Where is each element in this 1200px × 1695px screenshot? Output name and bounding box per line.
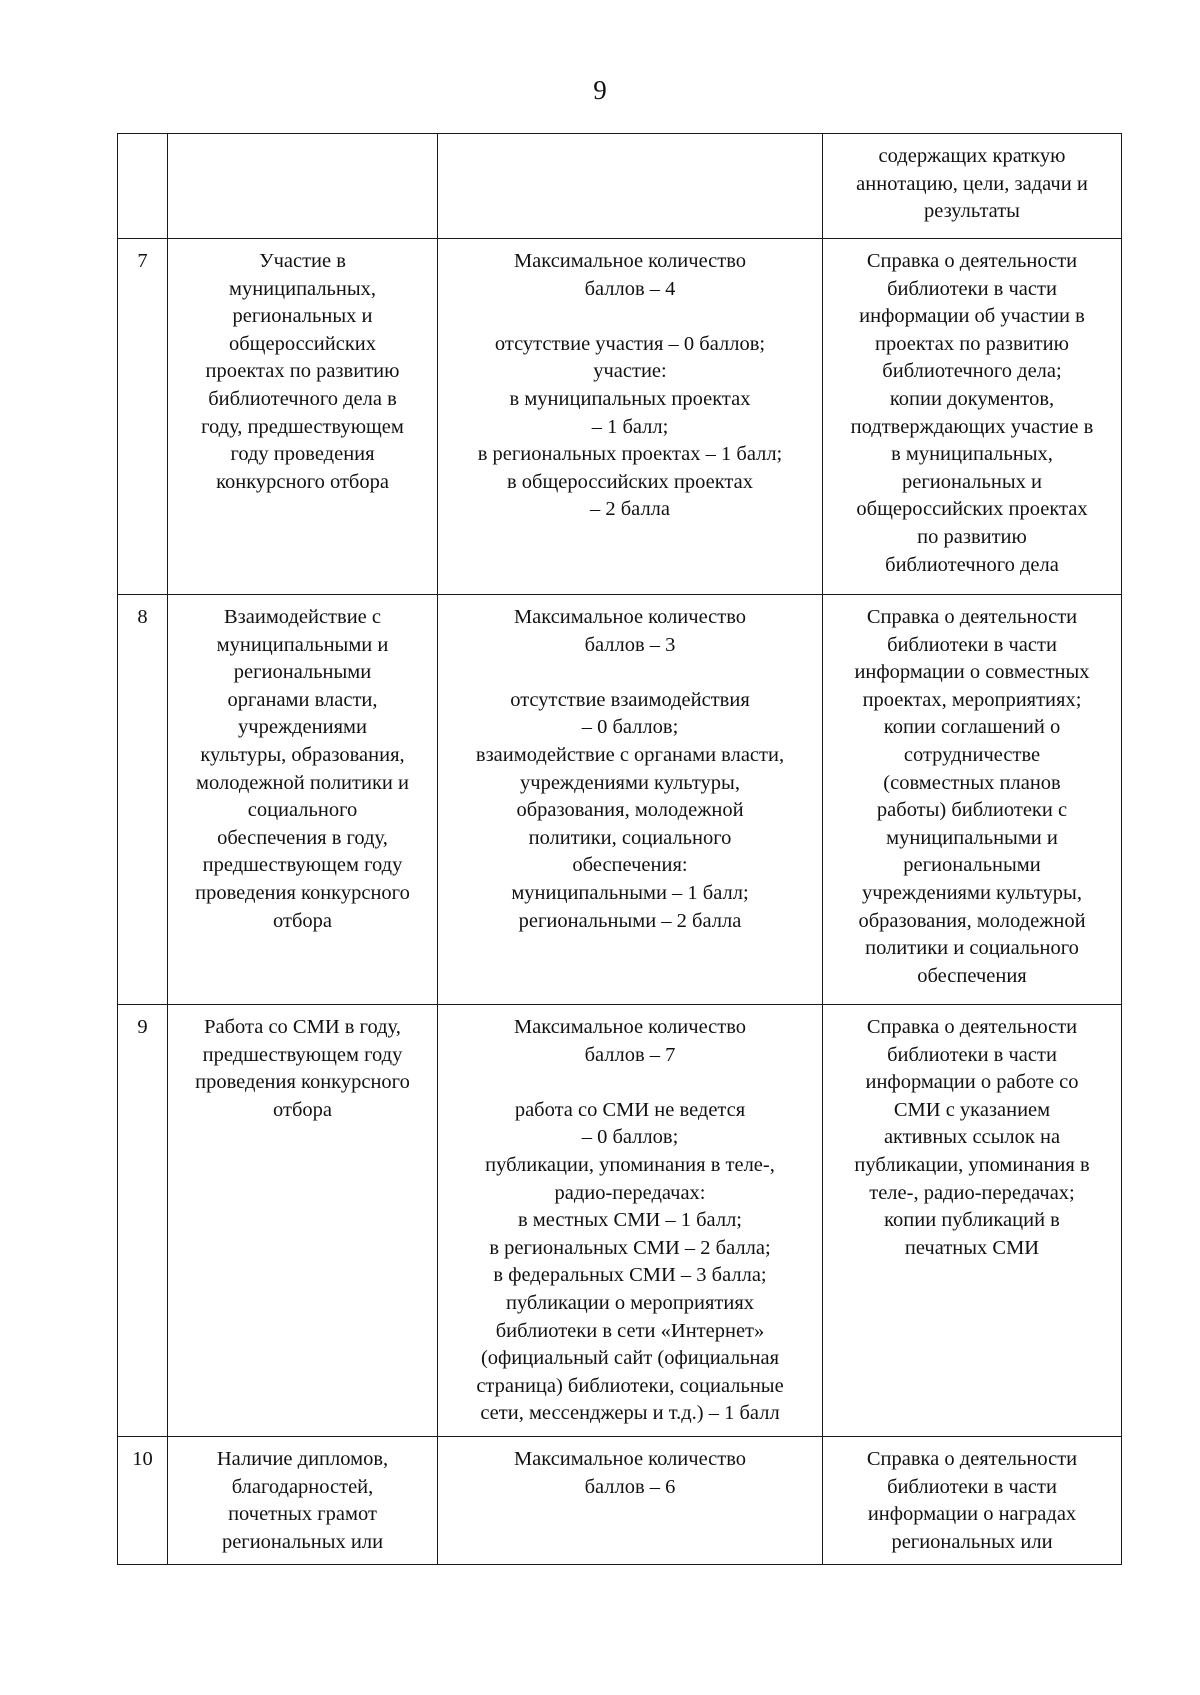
cell-text-line: копии документов, [889,387,1055,410]
cell-text-line: радио-передачах: [554,1181,706,1204]
documents-cell [823,1005,1122,1437]
cell-text-line: теле-, радио-передачах; [869,1181,1075,1204]
cell-text-line: работа со СМИ не ведется [514,1098,746,1121]
cell-text-line: отбора [273,1098,332,1121]
row-number: 8 [137,606,148,628]
cell-text-line: Максимальное количество [513,606,747,628]
cell-text-line: политики, социального [528,826,732,849]
cell-text-line: баллов – 3 [584,633,676,656]
cell-text-line: СМИ с указанием [893,1098,1051,1121]
cell-text-line: активных ссылок на [883,1126,1061,1149]
cell-text-line: копии публикаций в [884,1209,1060,1232]
cell-text-line: в местных СМИ – 1 балл; [517,1209,742,1232]
paragraph-gap [444,303,816,331]
scoring-cell [438,134,823,239]
cell-text-line: году, предшествующем [201,415,404,438]
cell-text-line: образования, молодежной [516,799,744,822]
row-number-cell [118,239,168,595]
cell-text-line: информации о совместных [854,661,1090,684]
cell-text-line: обеспечения: [572,854,688,877]
cell-text-line: Участие в [259,250,346,272]
cell-text-line: страница) библиотеки, социальные [476,1374,784,1397]
cell-text-line: политики и социального [865,937,1079,960]
cell-text-line: в региональных проектах – 1 балл; [477,443,783,466]
cell-text-line: (совместных планов [883,771,1061,794]
cell-text-line: региональными [903,854,1041,877]
criterion-cell [168,1436,438,1564]
cell-text-line: проведения конкурсного [195,881,410,904]
cell-text-line: в региональных СМИ – 2 балла; [489,1236,771,1259]
cell-text-line: библиотеки в части [887,1475,1057,1498]
cell-text-line: баллов – 7 [584,1043,676,1066]
row-number-cell [118,1436,168,1564]
cell-text-line: муниципальными и [886,826,1058,849]
cell-text-line: образования, молодежной [858,909,1086,932]
cell-text-line: в муниципальных, [891,443,1053,466]
cell-text-line: муниципальными – 1 балл; [511,881,749,904]
cell-text-line: молодежной политики и [196,771,409,794]
criterion-cell [168,595,438,1005]
table-row [118,1436,1122,1564]
cell-text-line: по развитию [917,525,1027,548]
row-number-cell [118,595,168,1005]
cell-text-line: публикации, упоминания в [854,1153,1090,1176]
table-row [118,1005,1122,1437]
cell-text-line: благодарностей, [231,1475,374,1498]
criterion-cell [168,134,438,239]
cell-text-line: копии соглашений о [883,716,1061,739]
cell-text-line: баллов – 6 [584,1475,676,1498]
cell-text-line: библиотечного дела; [882,360,1062,383]
cell-text-line: баллов – 4 [584,277,676,300]
cell-text-line: органами власти, [227,688,378,711]
cell-text-line: результаты [924,200,1020,223]
cell-text-line: библиотечного дела в [208,387,397,410]
cell-text-line: муниципальных, [228,277,377,300]
cell-text-line: библиотеки в части [887,277,1057,300]
cell-text-line: предшествующем году [202,854,403,877]
cell-text-line: библиотеки в сети «Интернет» [495,1319,765,1342]
cell-text-line: Максимальное количество [513,250,747,272]
cell-text-line: содержащих краткую [878,145,1066,167]
table-row [118,239,1122,595]
scoring-cell [438,1436,823,1564]
cell-text-line: сети, мессенджеры и т.д.) – 1 балл [480,1402,780,1425]
cell-text-line: Максимальное количество [513,1016,747,1038]
criteria-table [117,133,1122,1565]
cell-text-line: отсутствие участия – 0 баллов; [494,332,766,355]
cell-text-line: – 0 баллов; [581,1126,679,1149]
cell-text-line: отбора [273,909,332,932]
cell-text-line: информации о наградах [867,1503,1077,1526]
cell-text-line: проектах по развитию [875,332,1069,355]
cell-text-line: Наличие дипломов, [216,1447,389,1470]
cell-text-line: (официальный сайт (официальная [480,1347,780,1370]
scoring-cell [438,595,823,1005]
cell-text-line: – 1 балл; [591,415,669,438]
cell-text-line: Взаимодействие с [223,606,381,628]
row-number: 7 [137,250,148,272]
cell-text-line: – 2 балла [589,498,671,521]
cell-text-line: публикации, упоминания в теле-, [485,1153,775,1176]
row-number-cell [118,134,168,239]
cell-text-line: году проведения [230,443,375,466]
cell-text-line: участие: [593,360,667,383]
table-row [118,595,1122,1005]
cell-text-line: общероссийских проектах [856,498,1088,521]
cell-text-line: Работа со СМИ в году, [204,1016,401,1038]
documents-cell [823,239,1122,595]
cell-text-line: Максимальное количество [513,1447,747,1470]
criteria-table-body [118,134,1122,1565]
cell-text-line: учреждениями культуры, [520,771,740,794]
page-number: 9 [593,75,607,105]
cell-text-line: обеспечения в году, [217,826,388,849]
cell-text-line: проектах по развитию [205,360,400,383]
scoring-cell [438,239,823,595]
cell-text-line: региональных и [902,470,1042,493]
cell-text-line: публикации о мероприятиях [505,1291,755,1314]
cell-text-line: общероссийских [229,332,376,355]
cell-text-line: региональными [233,661,372,684]
cell-text-line: региональных или [891,1530,1053,1553]
row-number: 9 [137,1016,148,1038]
row-number: 10 [132,1447,153,1470]
cell-text-line: учреждениями культуры, [862,881,1082,904]
documents-cell [823,1436,1122,1564]
cell-text-line: обеспечения [917,964,1027,987]
cell-text-line: библиотеки в части [887,1043,1057,1066]
cell-text-line: Справка о деятельности [866,1447,1078,1470]
paragraph-gap [444,1069,816,1097]
cell-text-line: региональных или [221,1530,384,1553]
cell-text-line: Справка о деятельности [866,250,1078,272]
cell-text-line: подтверждающих участие в [850,415,1094,438]
cell-text-line: Справка о деятельности [866,1016,1078,1038]
cell-text-line: библиотеки в части [887,633,1057,656]
paragraph-gap [444,659,816,687]
cell-text-line: проектах, мероприятиях; [862,688,1082,711]
cell-text-line: предшествующем году [202,1043,403,1066]
cell-text-line: проведения конкурсного [195,1071,410,1094]
cell-text-line: информации об участии в [859,305,1085,328]
cell-text-line: социального [247,799,358,822]
cell-text-line: – 0 баллов; [581,716,679,739]
cell-text-line: отсутствие взаимодействия [510,688,750,711]
cell-text-line: региональных и [232,305,373,328]
cell-text-line: культуры, образования, [200,743,405,766]
scoring-cell [438,1005,823,1437]
criterion-cell [168,239,438,595]
cell-text-line: почетных грамот [228,1503,377,1526]
cell-text-line: работы) библиотеки с [876,799,1068,822]
cell-text-line: в общероссийских проектах [507,470,753,493]
cell-text-line: информации о работе со [865,1071,1079,1094]
criterion-cell [168,1005,438,1437]
cell-text-line: региональными – 2 балла [518,909,742,932]
row-number-cell [118,1005,168,1437]
cell-text-line: печатных СМИ [904,1236,1040,1259]
cell-text-line: конкурсного отбора [216,470,389,493]
cell-text-line: Справка о деятельности [866,606,1078,628]
cell-text-line: сотрудничестве [903,743,1041,766]
cell-text-line: аннотацию, цели, задачи и [856,172,1088,195]
cell-text-line: библиотечного дела [885,553,1059,576]
documents-cell [823,595,1122,1005]
cell-text-line: муниципальными и [216,633,389,656]
cell-text-line: в муниципальных проектах [509,387,751,410]
table-row-continuation [118,134,1122,239]
documents-cell [823,134,1122,239]
cell-text-line: в федеральных СМИ – 3 балла; [493,1264,767,1287]
cell-text-line: учреждениями [238,716,367,739]
cell-text-line: взаимодействие с органами власти, [475,743,785,766]
